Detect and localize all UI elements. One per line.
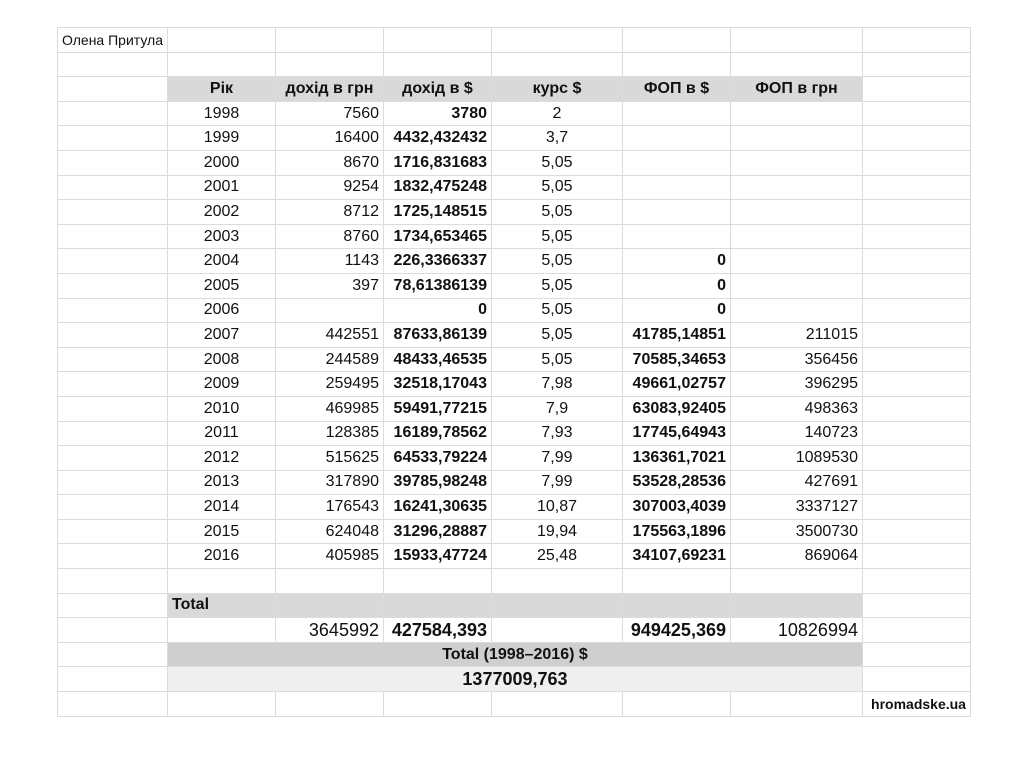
footer-row — [58, 692, 971, 717]
header-income-uah: дохід в грн — [275, 77, 383, 102]
cell-rate: 19,94 — [491, 519, 622, 544]
cell-fop-usd: 70585,34653 — [622, 347, 730, 372]
cell-rate: 5,05 — [491, 273, 622, 298]
cell-fop-uah — [730, 298, 862, 323]
header-income-usd: дохід в $ — [383, 77, 491, 102]
cell-rate: 5,05 — [491, 150, 622, 175]
cell-rate: 5,05 — [491, 298, 622, 323]
table-row — [58, 101, 971, 126]
cell-year: 2005 — [167, 273, 275, 298]
cell-year: 2012 — [167, 446, 275, 471]
grand-total-value: 1377009,763 — [167, 667, 862, 692]
cell-fop-usd — [622, 200, 730, 225]
cell-income-usd: 4432,432432 — [383, 126, 491, 151]
cell-income-uah: 397 — [275, 273, 383, 298]
cell-rate: 7,99 — [491, 446, 622, 471]
cell-year: 2009 — [167, 372, 275, 397]
title-row — [58, 28, 971, 53]
cell-fop-uah — [730, 126, 862, 151]
cell-fop-uah — [730, 273, 862, 298]
cell-rate: 2 — [491, 101, 622, 126]
cell-income-usd: 3780 — [383, 101, 491, 126]
cell-income-uah: 515625 — [275, 446, 383, 471]
cell-rate: 7,98 — [491, 372, 622, 397]
cell-fop-usd: 41785,14851 — [622, 323, 730, 348]
cell-income-uah: 176543 — [275, 495, 383, 520]
table-row — [58, 273, 971, 298]
cell-income-uah: 469985 — [275, 396, 383, 421]
total-header-row — [58, 593, 971, 618]
cell-income-usd: 78,61386139 — [383, 273, 491, 298]
totals-row — [58, 618, 971, 643]
cell-income-usd: 16241,30635 — [383, 495, 491, 520]
cell-year: 1998 — [167, 101, 275, 126]
cell-year: 2000 — [167, 150, 275, 175]
cell-fop-uah: 356456 — [730, 347, 862, 372]
cell-rate: 5,05 — [491, 224, 622, 249]
cell-fop-usd — [622, 150, 730, 175]
table-row — [58, 372, 971, 397]
cell-year: 2013 — [167, 470, 275, 495]
source-credit: hromadske.ua — [862, 692, 970, 717]
cell-income-uah: 442551 — [275, 323, 383, 348]
cell-income-usd: 1734,653465 — [383, 224, 491, 249]
cell-year: 2007 — [167, 323, 275, 348]
cell-income-usd: 48433,46535 — [383, 347, 491, 372]
table-row — [58, 396, 971, 421]
cell-income-uah: 624048 — [275, 519, 383, 544]
table-row — [58, 347, 971, 372]
cell-year: 2015 — [167, 519, 275, 544]
cell-income-usd: 1716,831683 — [383, 150, 491, 175]
cell-fop-usd — [622, 224, 730, 249]
table-row — [58, 544, 971, 569]
table-row — [58, 175, 971, 200]
cell-rate: 3,7 — [491, 126, 622, 151]
cell-income-uah: 317890 — [275, 470, 383, 495]
cell-fop-usd: 17745,64943 — [622, 421, 730, 446]
header-rate: курс $ — [491, 77, 622, 102]
cell-income-uah: 128385 — [275, 421, 383, 446]
cell-fop-usd: 175563,1896 — [622, 519, 730, 544]
cell-income-usd: 15933,47724 — [383, 544, 491, 569]
cell-year: 2014 — [167, 495, 275, 520]
cell-rate: 7,93 — [491, 421, 622, 446]
cell-income-uah: 16400 — [275, 126, 383, 151]
cell-fop-uah — [730, 175, 862, 200]
header-year: Рік — [167, 77, 275, 102]
total-income-usd: 427584,393 — [383, 618, 491, 643]
cell-year: 2010 — [167, 396, 275, 421]
table-row — [58, 519, 971, 544]
cell-fop-uah — [730, 224, 862, 249]
cell-income-uah: 1143 — [275, 249, 383, 274]
cell-fop-uah — [730, 249, 862, 274]
cell-fop-uah: 869064 — [730, 544, 862, 569]
cell-year: 2006 — [167, 298, 275, 323]
cell-fop-uah: 498363 — [730, 396, 862, 421]
cell-fop-uah: 3500730 — [730, 519, 862, 544]
cell-income-uah: 7560 — [275, 101, 383, 126]
cell-income-usd: 0 — [383, 298, 491, 323]
cell-fop-usd: 53528,28536 — [622, 470, 730, 495]
cell-income-usd: 39785,98248 — [383, 470, 491, 495]
cell-rate: 5,05 — [491, 200, 622, 225]
table-row — [58, 150, 971, 175]
cell-income-usd: 59491,77215 — [383, 396, 491, 421]
cell-income-uah: 8760 — [275, 224, 383, 249]
cell-fop-usd: 136361,7021 — [622, 446, 730, 471]
cell-fop-usd: 0 — [622, 298, 730, 323]
cell-fop-usd — [622, 175, 730, 200]
cell-fop-uah: 3337127 — [730, 495, 862, 520]
cell-year: 2002 — [167, 200, 275, 225]
table-row — [58, 495, 971, 520]
cell-fop-uah: 140723 — [730, 421, 862, 446]
cell-fop-uah: 1089530 — [730, 446, 862, 471]
table-row — [58, 446, 971, 471]
total-income-uah: 3645992 — [275, 618, 383, 643]
cell-income-usd: 32518,17043 — [383, 372, 491, 397]
table-row — [58, 298, 971, 323]
cell-fop-usd — [622, 101, 730, 126]
cell-rate: 25,48 — [491, 544, 622, 569]
table-row — [58, 421, 971, 446]
cell-fop-uah: 427691 — [730, 470, 862, 495]
cell-year: 2008 — [167, 347, 275, 372]
cell-rate: 5,05 — [491, 175, 622, 200]
grand-total-value-row — [58, 667, 971, 692]
cell-income-usd: 87633,86139 — [383, 323, 491, 348]
blank-row — [58, 569, 971, 594]
grand-total-label: Total (1998–2016) $ — [167, 642, 862, 667]
cell-fop-usd — [622, 126, 730, 151]
cell-fop-uah — [730, 200, 862, 225]
header-row — [58, 77, 971, 102]
total-label: Total — [167, 593, 275, 618]
cell-year: 1999 — [167, 126, 275, 151]
cell-income-uah: 244589 — [275, 347, 383, 372]
cell-fop-usd: 0 — [622, 273, 730, 298]
total-fop-uah: 10826994 — [730, 618, 862, 643]
total-fop-usd: 949425,369 — [622, 618, 730, 643]
cell-income-uah: 8712 — [275, 200, 383, 225]
cell-income-usd: 16189,78562 — [383, 421, 491, 446]
cell-fop-usd: 307003,4039 — [622, 495, 730, 520]
header-fop-usd: ФОП в $ — [622, 77, 730, 102]
cell-year: 2004 — [167, 249, 275, 274]
blank-row — [58, 52, 971, 77]
table-row — [58, 200, 971, 225]
cell-year: 2001 — [167, 175, 275, 200]
table-row — [58, 126, 971, 151]
header-fop-uah: ФОП в грн — [730, 77, 862, 102]
cell-income-usd: 1832,475248 — [383, 175, 491, 200]
cell-income-usd: 64533,79224 — [383, 446, 491, 471]
cell-fop-usd: 63083,92405 — [622, 396, 730, 421]
cell-fop-usd: 34107,69231 — [622, 544, 730, 569]
cell-year: 2011 — [167, 421, 275, 446]
cell-income-usd: 226,3366337 — [383, 249, 491, 274]
cell-fop-uah: 396295 — [730, 372, 862, 397]
cell-income-usd: 31296,28887 — [383, 519, 491, 544]
table-row — [58, 323, 971, 348]
cell-income-uah: 405985 — [275, 544, 383, 569]
cell-rate: 5,05 — [491, 323, 622, 348]
table-row — [58, 470, 971, 495]
cell-year: 2016 — [167, 544, 275, 569]
cell-fop-uah — [730, 150, 862, 175]
cell-income-uah: 259495 — [275, 372, 383, 397]
table-row — [58, 224, 971, 249]
cell-rate: 7,9 — [491, 396, 622, 421]
grand-total-label-row — [58, 642, 971, 667]
cell-income-uah: 8670 — [275, 150, 383, 175]
cell-fop-usd: 0 — [622, 249, 730, 274]
cell-rate: 7,99 — [491, 470, 622, 495]
cell-income-uah: 9254 — [275, 175, 383, 200]
cell-rate: 5,05 — [491, 347, 622, 372]
sheet-title: Олена Притула — [58, 28, 168, 53]
cell-income-uah — [275, 298, 383, 323]
cell-rate: 10,87 — [491, 495, 622, 520]
cell-rate: 5,05 — [491, 249, 622, 274]
cell-year: 2003 — [167, 224, 275, 249]
table-row — [58, 249, 971, 274]
cell-fop-uah — [730, 101, 862, 126]
spreadsheet — [57, 27, 971, 717]
cell-income-usd: 1725,148515 — [383, 200, 491, 225]
cell-fop-usd: 49661,02757 — [622, 372, 730, 397]
cell-fop-uah: 211015 — [730, 323, 862, 348]
